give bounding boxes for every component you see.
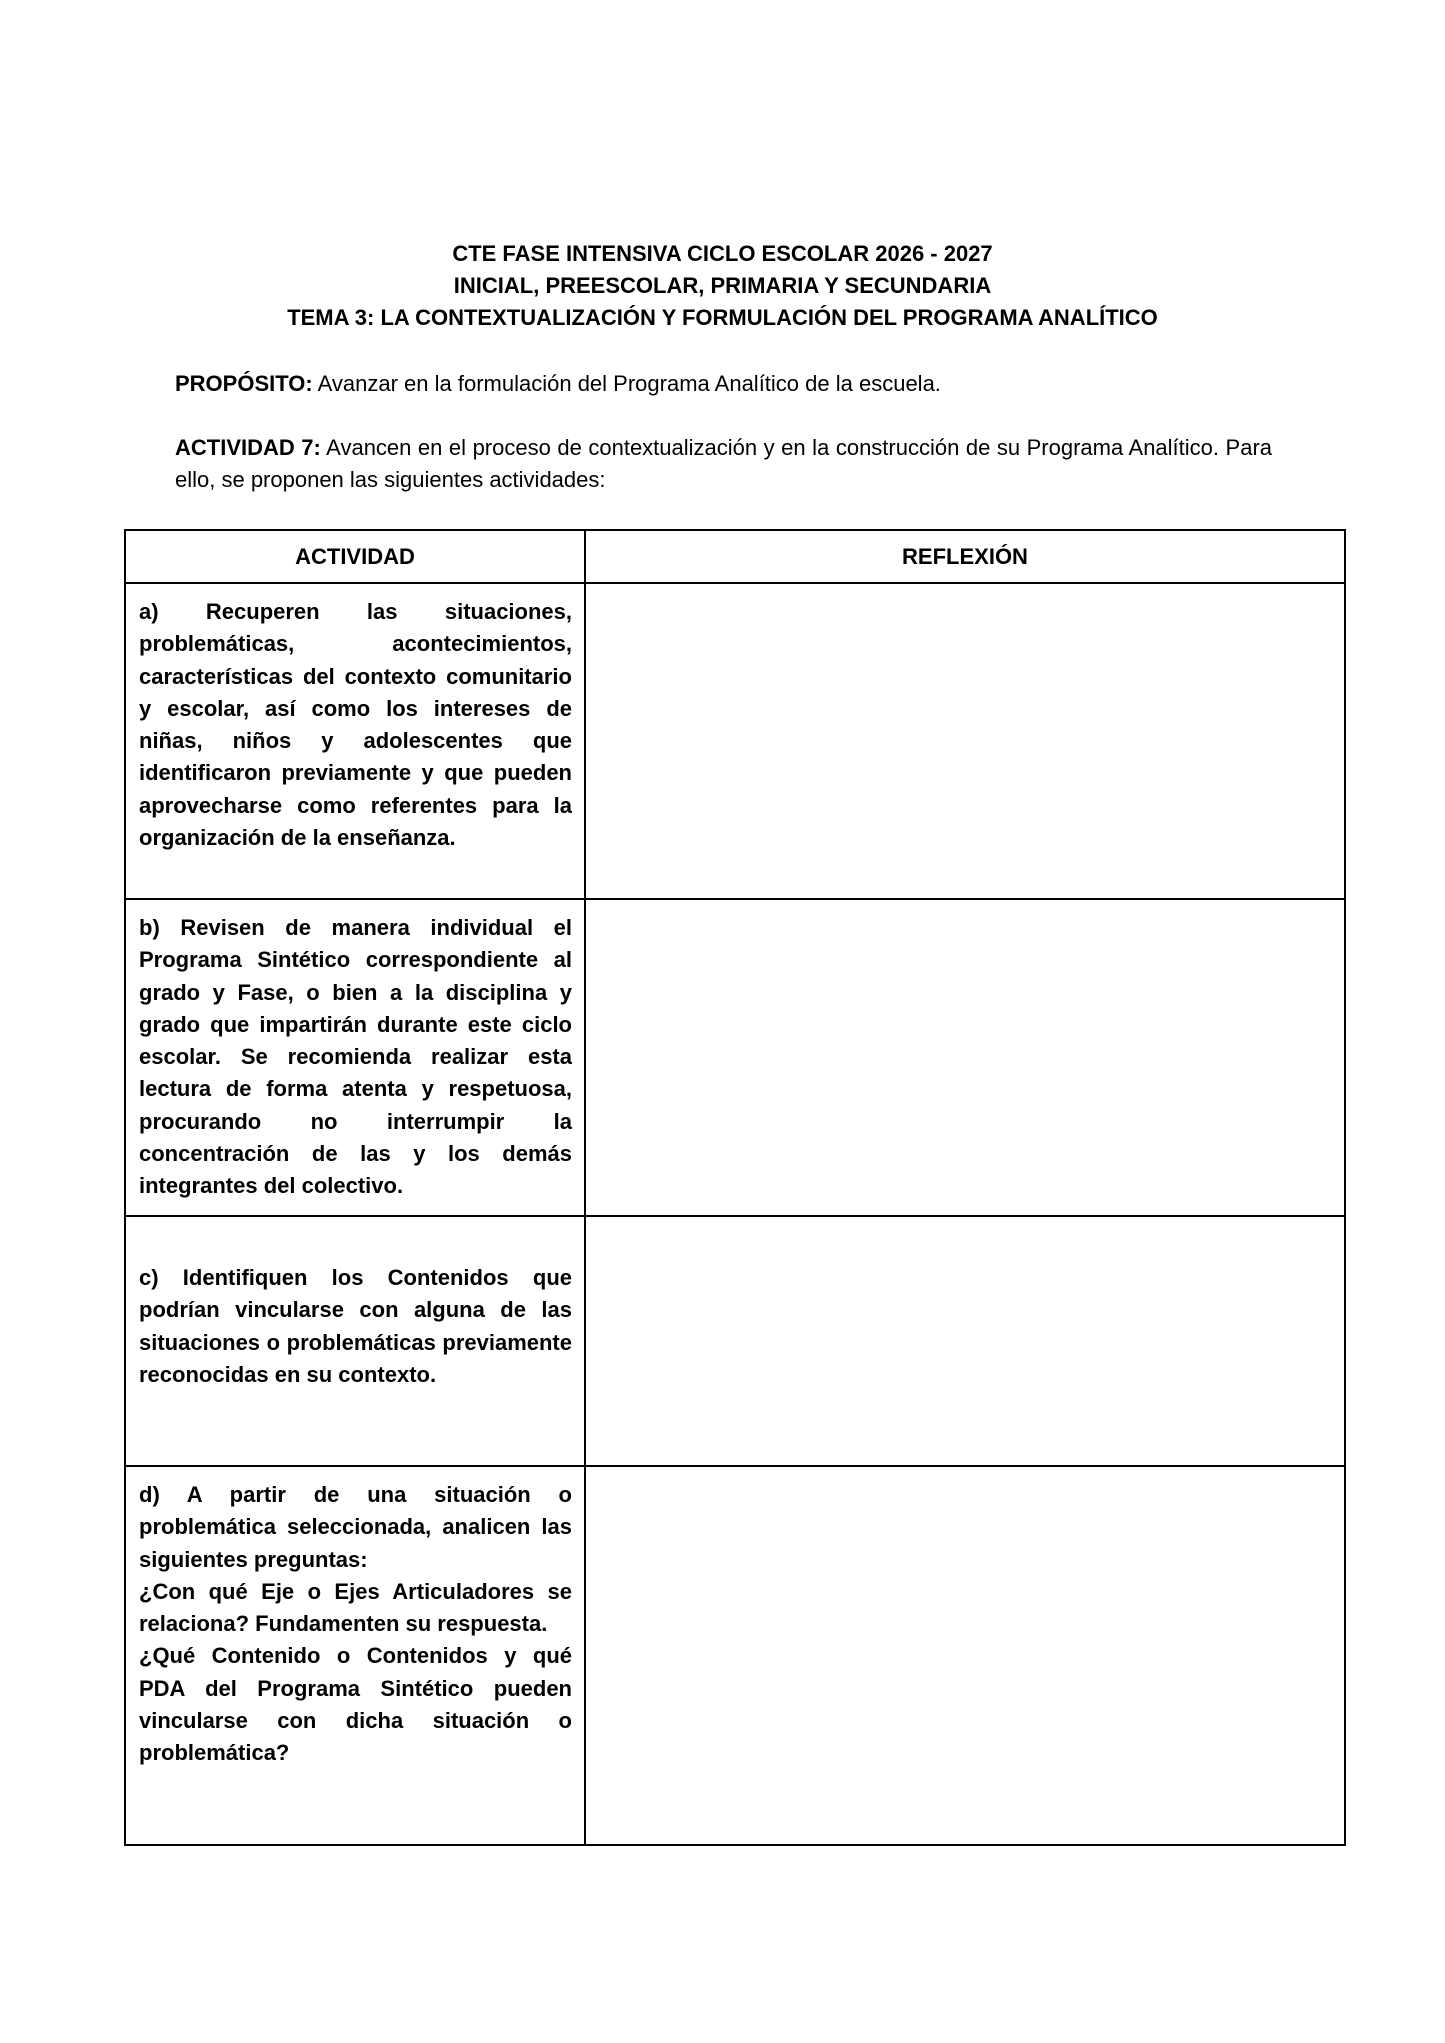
header-line-2: INICIAL, PREESCOLAR, PRIMARIA Y SECUNDARIA (453, 273, 992, 298)
header-reflexion: REFLEXIÓN (585, 530, 1345, 583)
actividad-d-intro: d) A partir de una situación o problemática seleccionada, analicen las siguientes preguntas: (139, 1482, 572, 1572)
proposito-paragraph (175, 368, 1272, 400)
header-actividad: ACTIVIDAD (125, 530, 585, 583)
reflexion-cell[interactable] (585, 1466, 1345, 1845)
actividad-cell (125, 583, 585, 899)
header-line-1: CTE FASE INTENSIVA CICLO ESCOLAR 2026 - 2027 (452, 241, 993, 266)
table-header-row (125, 530, 1345, 583)
reflexion-cell[interactable] (585, 1216, 1345, 1466)
actividad-text: Avancen en el proceso de contextualización y en la construcción de su Programa Analítico. Para ello, se proponen las siguientes actividades: (175, 435, 1273, 492)
proposito-label: PROPÓSITO: (175, 371, 313, 396)
activity-table (124, 529, 1346, 1846)
reflexion-cell[interactable] (585, 899, 1345, 1216)
actividad-cell (125, 899, 585, 1216)
actividad-paragraph (175, 432, 1272, 496)
proposito-text: Avanzar en la formulación del Programa Analítico de la escuela. (312, 371, 941, 396)
actividad-c-text: c) Identifiquen los Contenidos que podrían vincularse con alguna de las situaciones o problemáticas previamente reconocidas en su contexto. (139, 1265, 572, 1387)
actividad-b-text: b) Revisen de manera individual el Programa Sintético correspondiente al grado y Fase, o bien a la disciplina y grado que impartirán durante este ciclo escolar. Se recomienda realizar esta lectura de forma atenta y respetuosa, procurando no interrumpir la concentración de las y los demás integrantes del colectivo. (139, 915, 572, 1199)
actividad-a-text: a) Recuperen las situaciones, problemáticas, acontecimientos, características del contexto comunitario y escolar, así como los intereses de niñas, niños y adolescentes que identificaron previamente y que pueden aprovecharse como referentes para la organización de la enseñanza. (139, 599, 572, 851)
table-row (125, 1216, 1345, 1466)
actividad-d-text (126, 1467, 584, 1770)
table-row (125, 899, 1345, 1216)
actividad-label: ACTIVIDAD 7: (175, 435, 321, 460)
actividad-d-question-1: ¿Con qué Eje o Ejes Articuladores se relaciona? Fundamenten su respuesta. (139, 1578, 572, 1637)
document-header (0, 238, 1445, 334)
table-row (125, 583, 1345, 899)
reflexion-cell[interactable] (585, 583, 1345, 899)
header-line-3: TEMA 3: LA CONTEXTUALIZACIÓN Y FORMULACIÓN DEL PROGRAMA ANALÍTICO (287, 305, 1158, 330)
actividad-cell (125, 1216, 585, 1466)
actividad-cell (125, 1466, 585, 1845)
actividad-d-question-2: ¿Qué Contenido o Contenidos y qué PDA del Programa Sintético pueden vincularse con dicha situación o problemática? (139, 1643, 572, 1766)
table-row (125, 1466, 1345, 1845)
